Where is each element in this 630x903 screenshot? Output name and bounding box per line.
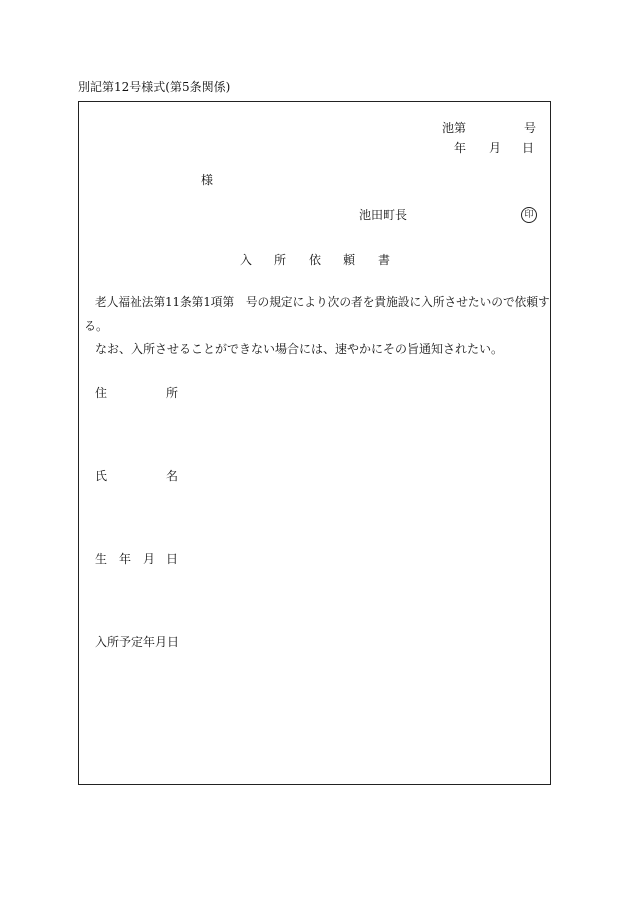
field-dob-label-2: 年 <box>119 552 132 566</box>
title-char-4: 頼 <box>343 253 356 267</box>
seal-mark <box>521 207 537 223</box>
seal-char: 印 <box>521 207 537 223</box>
field-name-label-b: 名 <box>166 469 179 483</box>
addressee-suffix: 様 <box>201 173 214 187</box>
date-year: 年 <box>454 141 467 155</box>
field-name-label-a: 氏 <box>95 469 108 483</box>
date-day: 日 <box>522 141 535 155</box>
field-dob-label-4: 日 <box>166 552 179 566</box>
date-month: 月 <box>489 141 502 155</box>
title-char-1: 入 <box>240 253 253 267</box>
body-line-1-cont: る。 <box>84 319 109 333</box>
field-dob-label-3: 月 <box>143 552 156 566</box>
field-address-label-a: 住 <box>95 386 108 400</box>
title-char-3: 依 <box>309 253 322 267</box>
form-number: 別記第12号様式(第5条関係) <box>78 80 231 94</box>
title-char-2: 所 <box>274 253 287 267</box>
field-address-label-b: 所 <box>166 386 179 400</box>
sender-name: 池田町長 <box>359 208 408 222</box>
field-admission-date-label: 入所予定年月日 <box>95 635 180 649</box>
title-char-5: 書 <box>378 253 391 267</box>
field-dob-label-1: 生 <box>95 552 108 566</box>
form-frame <box>78 101 551 785</box>
body-line-1: 老人福祉法第11条第1項第 号の規定により次の者を貴施設に入所させたいので依頼す <box>95 295 550 309</box>
doc-number-prefix: 池第 <box>442 121 467 135</box>
doc-number-suffix: 号 <box>524 121 537 135</box>
body-line-2: なお、入所させることができない場合には、速やかにその旨通知されたい。 <box>95 342 504 356</box>
